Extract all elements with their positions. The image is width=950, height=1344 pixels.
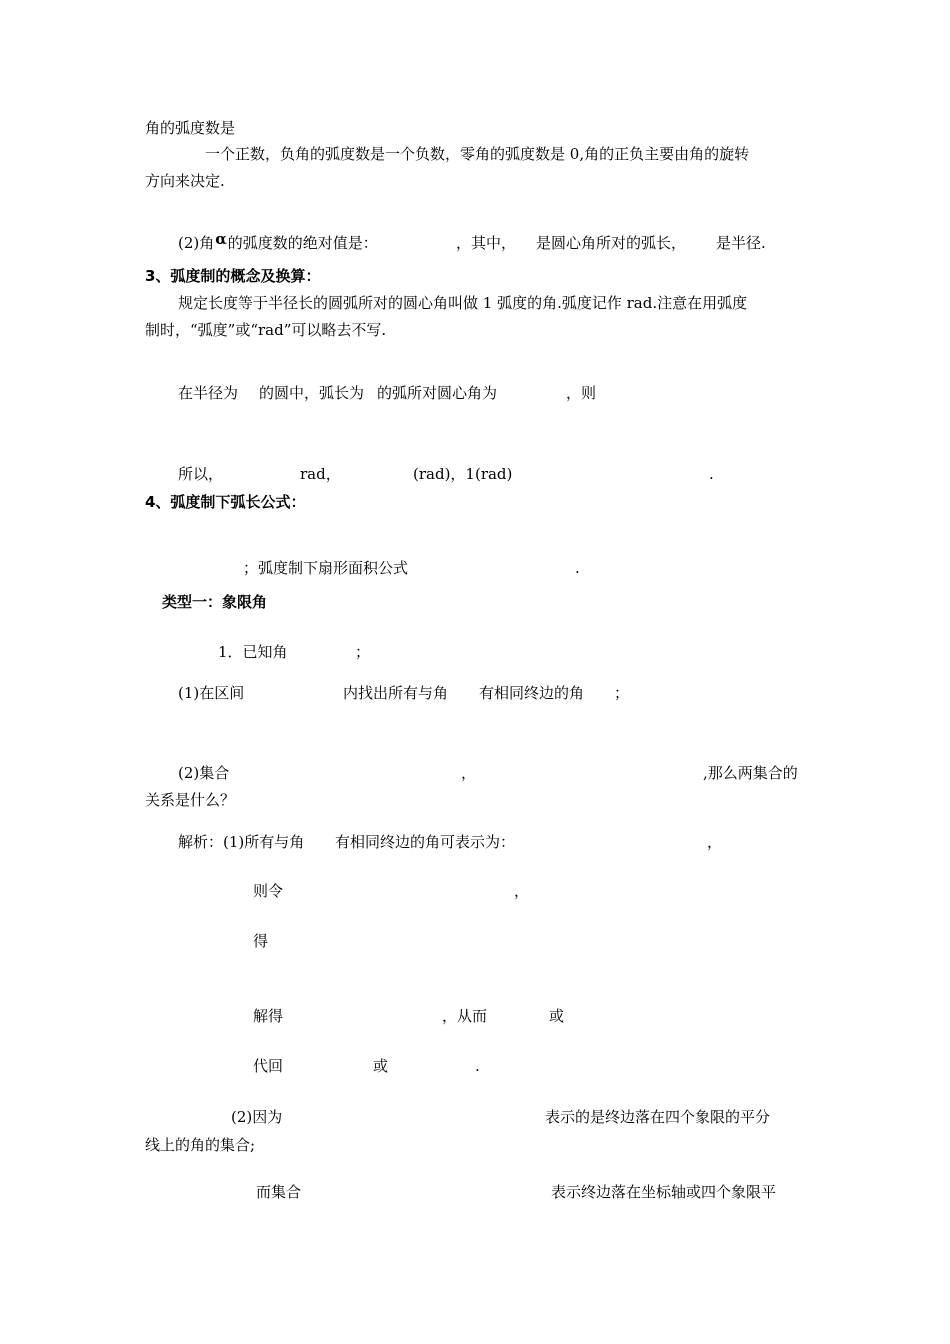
text-fragment: 的圆中，弧长为: [259, 384, 365, 402]
section-heading: 3、弧度制的概念及换算：: [145, 267, 321, 285]
text-fragment: (2)集合: [178, 764, 230, 782]
text-fragment: ，: [514, 882, 530, 900]
text-fragment: 代回: [253, 1057, 284, 1075]
text-fragment: 有相同终边的角可表示为：: [335, 833, 516, 851]
text-fragment: ，则: [566, 384, 597, 402]
text-fragment: 表示的是终边落在四个象限的平分: [545, 1108, 771, 1126]
text-line: 角的弧度数是: [145, 119, 236, 137]
text-fragment: 是半径.: [716, 234, 766, 252]
type-heading: 类型一：象限角: [162, 593, 268, 611]
text-fragment: 解析：(1)所有与角: [178, 833, 305, 851]
text-line: 规定长度等于半径长的圆弧所对的圆心角叫做 1 弧度的角.弧度记作 rad.注意在用弧度: [178, 294, 748, 312]
text-fragment: (2)角: [178, 234, 215, 252]
text-fragment: 或: [549, 1007, 565, 1025]
text-fragment: .: [475, 1057, 480, 1075]
text-fragment: (rad)，1(rad): [413, 465, 513, 483]
text-fragment: 在半径为: [178, 384, 239, 402]
section-heading: 4、弧度制下弧长公式：: [145, 493, 306, 511]
text-fragment: ；弧度制下扇形面积公式: [243, 559, 409, 577]
text-fragment: 的弧所对圆心角为: [377, 384, 498, 402]
text-fragment: 表示终边落在坐标轴或四个象限平: [551, 1183, 777, 1201]
text-fragment: 有相同终边的角: [479, 684, 585, 702]
text-fragment: ，从而: [442, 1007, 488, 1025]
text-fragment: .: [575, 559, 580, 577]
text-fragment: 内找出所有与角: [343, 684, 449, 702]
text-fragment: ，: [461, 764, 477, 782]
text-fragment: 的弧度数的绝对值是：: [227, 234, 378, 252]
text-line: 关系是什么？: [145, 791, 236, 809]
text-fragment: 是圆心角所对的弧长，: [536, 234, 687, 252]
text-line: 方向来决定.: [145, 172, 225, 190]
text-line: 制时，“弧度”或“rad”可以略去不写.: [145, 321, 387, 339]
text-fragment: ，其中，: [456, 234, 517, 252]
text-fragment: .: [709, 465, 714, 483]
text-fragment: ；: [355, 643, 371, 661]
text-fragment: ；: [614, 684, 630, 702]
text-fragment: 1．已知角: [218, 643, 288, 661]
text-fragment: rad，: [300, 465, 341, 483]
text-fragment: 则令: [253, 882, 284, 900]
text-line: 线上的角的集合;: [145, 1136, 256, 1154]
text-fragment: ,那么两集合的: [703, 764, 798, 782]
text-fragment: 所以，: [178, 465, 224, 483]
text-fragment: ，: [707, 833, 723, 851]
text-fragment: 或: [373, 1057, 389, 1075]
text-fragment: 而集合: [256, 1183, 302, 1201]
text-line: 一个正数，负角的弧度数是一个负数，零角的弧度数是 0,角的正负主要由角的旋转: [205, 145, 750, 163]
text-fragment: (1)在区间: [178, 684, 245, 702]
text-fragment: (2)因为: [231, 1108, 283, 1126]
text-line: [178, 230, 378, 252]
text-fragment: 解得: [253, 1007, 284, 1025]
alpha-symbol: α: [215, 230, 227, 248]
text-line: 得: [253, 932, 269, 950]
